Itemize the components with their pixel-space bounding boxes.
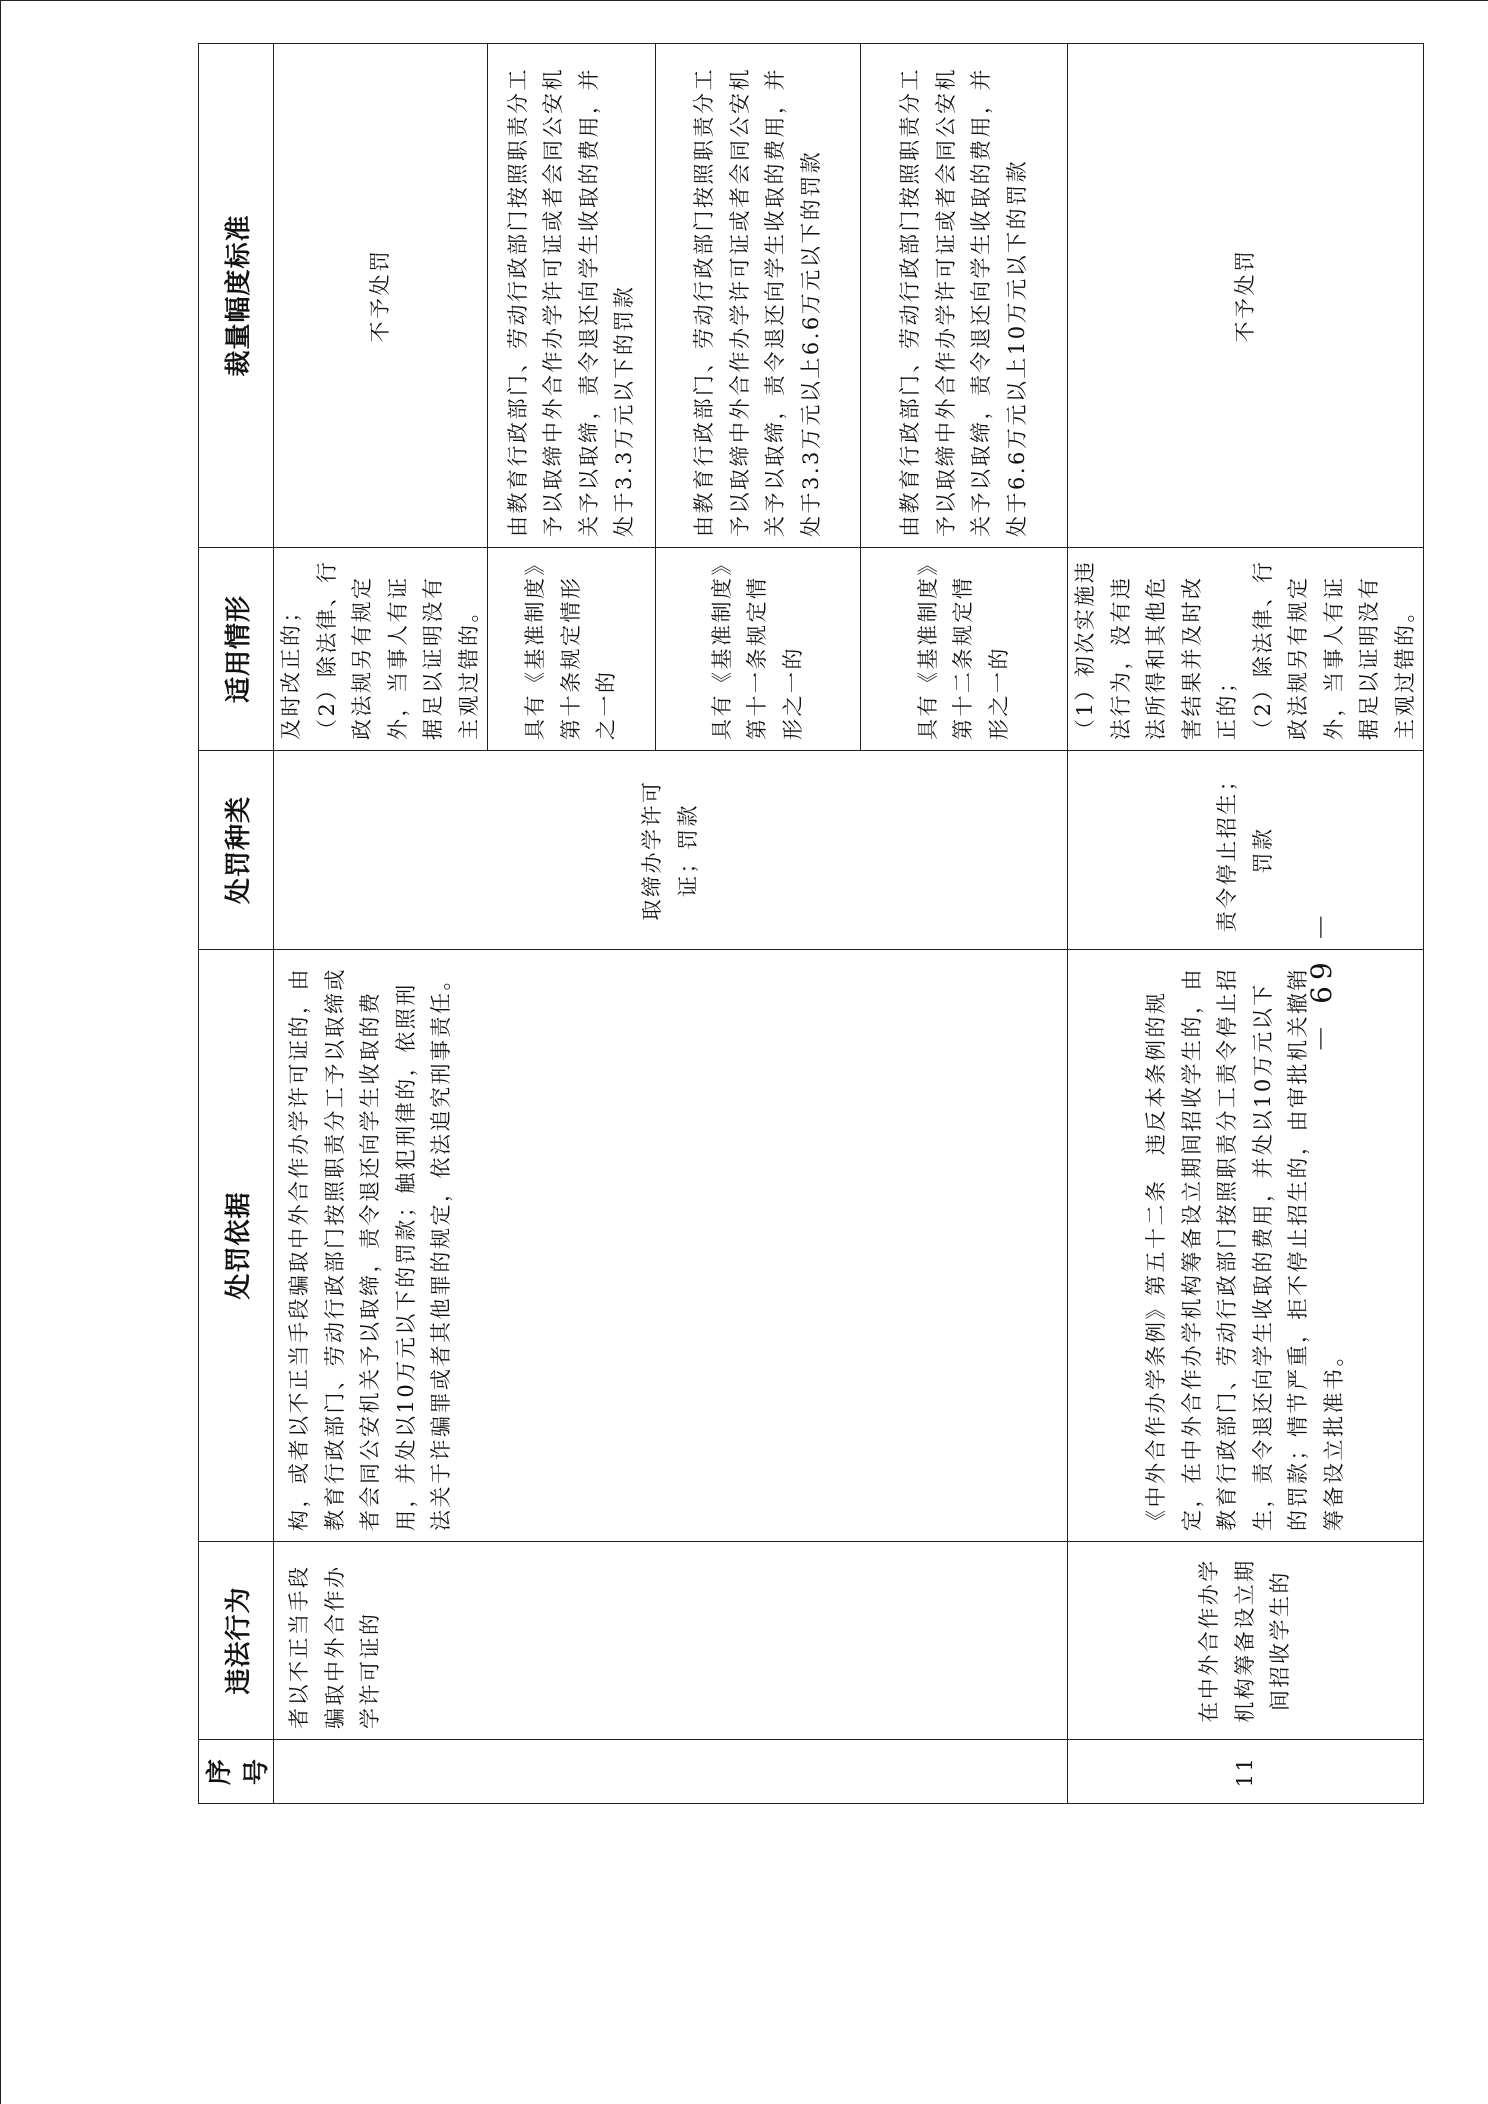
header-situation: 适用情形 <box>199 548 274 751</box>
seq-cell: 11 <box>1068 1740 1424 1804</box>
penalty-type-cell: 责令停止招生；罚款 <box>1068 751 1424 950</box>
standard-cell: 由教育行政部门、劳动行政部门按照职责分工予以取缔中外合作办学许可证或者会同公安机关予以取缔，责令退还向学生收取的费用，并处于3.3万元以上6.6万元以下的罚款 <box>656 44 861 548</box>
situation-cell: 具有《基准制度》第十二条规定情形之一的 <box>861 548 1068 751</box>
header-penalty-type: 处罚种类 <box>199 751 274 950</box>
header-violation: 违法行为 <box>199 1542 274 1740</box>
situation-text: （1）初次实施违法行为，没有违法所得和其他危害结果并及时改正的； （2）除法律、行政法规另有规定外，当事人有证据足以证明没有主观过错的。 <box>1073 559 1417 740</box>
situation-text: 及时改正的； （2）除法律、行政法规另有规定外，当事人有证据足以证明没有主观过错的。 <box>279 559 481 740</box>
standard-cell: 由教育行政部门、劳动行政部门按照职责分工予以取缔中外合作办学许可证或者会同公安机关予以取缔，责令退还向学生收取的费用，并处于3.3万元以下的罚款 <box>488 44 656 548</box>
header-row <box>199 44 274 1804</box>
header-seq: 序号 <box>199 1740 274 1804</box>
table-row <box>1068 44 1424 1804</box>
situation-cell <box>1068 548 1424 751</box>
header-basis: 处罚依据 <box>199 950 274 1542</box>
penalty-type-cell: 取缔办学许可证；罚款 <box>274 751 1068 950</box>
situation-cell: 具有《基准制度》第十条规定情形之一的 <box>488 548 656 751</box>
standard-cell: 由教育行政部门、劳动行政部门按照职责分工予以取缔中外合作办学许可证或者会同公安机关予以取缔，责令退还向学生收取的费用，并处于6.6万元以上10万元以下的罚款 <box>861 44 1068 548</box>
header-standard: 裁量幅度标准 <box>199 44 274 548</box>
violation-cell: 在中外合作办学机构筹备设立期间招收学生的 <box>1068 1542 1424 1740</box>
seq-cell <box>274 1740 1068 1804</box>
situation-cell: 具有《基准制度》第十一条规定情形之一的 <box>656 548 861 751</box>
table-row <box>274 44 488 1804</box>
basis-cell: 《中外合作办学条例》第五十二条 违反本条例的规定，在中外合作办学机构筹备设立期间招收学生的，由教育行政部门、劳动行政部门按照职责分工责令停止招生，责令退还向学生收取的费用，并处以10万元以下的罚款；情节严重，拒不停止招生的，由审批机关撤销筹备设立批准书。 <box>1068 950 1424 1542</box>
penalty-discretion-table <box>198 43 1424 1804</box>
page-number: － 69 － <box>1305 907 1338 1053</box>
situation-cell <box>274 548 488 751</box>
standard-cell: 不予处罚 <box>1068 44 1424 548</box>
violation-cell: 者以不正当手段骗取中外合作办学许可证的 <box>274 1542 1068 1740</box>
basis-cell: 构，或者以不正当手段骗取中外合作办学许可证的，由教育行政部门、劳动行政部门按照职责分工予以取缔或者会同公安机关予以取缔，责令退还向学生收取的费用，并处以10万元以下的罚款；触犯刑律的，依照刑法关于诈骗罪或者其他罪的规定，依法追究刑事责任。 <box>274 950 1068 1542</box>
standard-cell: 不予处罚 <box>274 44 488 548</box>
